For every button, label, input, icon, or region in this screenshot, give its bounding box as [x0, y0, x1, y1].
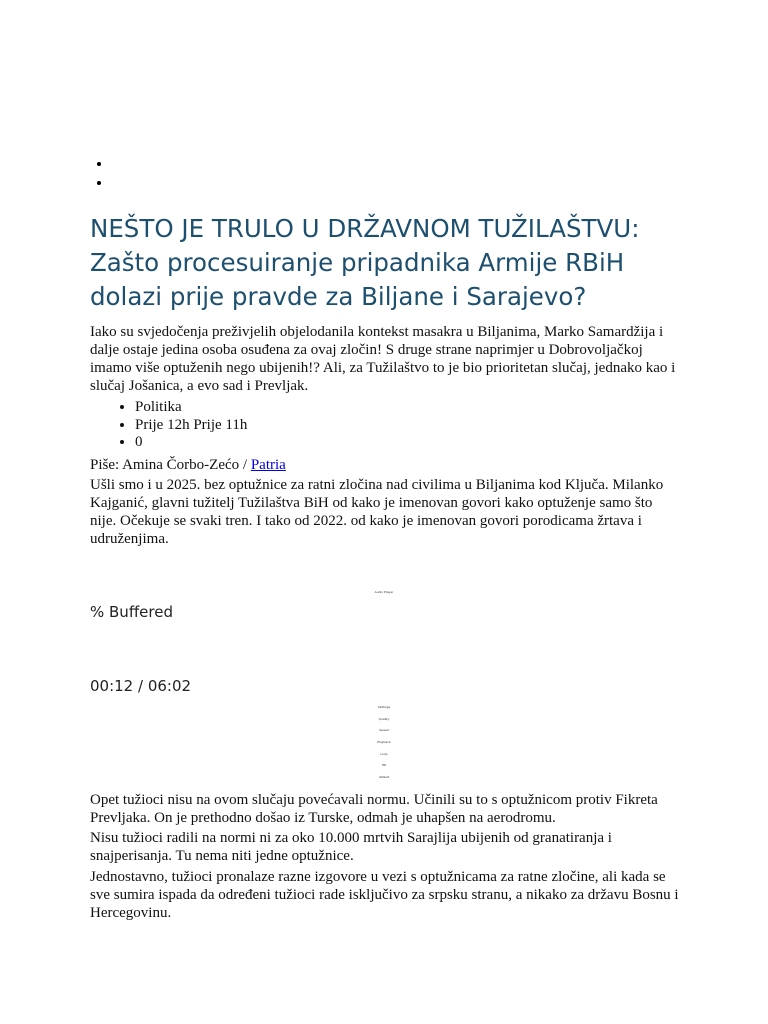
settings-menu-item[interactable]: default	[378, 775, 390, 780]
byline-author: Piše: Amina Čorbo-Zećo /	[90, 457, 251, 473]
settings-menu-item[interactable]: Settings	[377, 705, 391, 709]
meta-time: • Prije 12h Prije 11h	[135, 417, 247, 435]
settings-menu-item[interactable]: HD	[381, 763, 387, 768]
video-time: 00:12 / 06:02	[90, 677, 192, 695]
article-paragraph: Opet tužioci nisu na ovom slučaju povećavali normu. Učinili su to s optužnicom protiv Fikreta Prevljaka. On je prethodno došao iz Turske, odmah je uhapšen na aerodromu.	[90, 792, 658, 826]
video-player-label: Audio Player	[374, 590, 394, 594]
article-byline	[90, 456, 286, 474]
article-paragraph: Ušli smo i u 2025. bez optužnice za ratni zločina nad civilima u Biljanima kod Ključa. Milanko Kajganić, glavni tužitelj Tužilaštva BiH od kako je imenovan govori kako optuženje samo što nije. Očekuje se svaki tren. I tako od 2022. od kako je imenovan govori porodicama žrtava i udruženjima.	[90, 477, 664, 547]
settings-menu-item[interactable]: Quality	[378, 716, 390, 721]
meta-category[interactable]: • Politika	[135, 399, 247, 417]
article-paragraph: Nisu tužioci radili na normi ni za oko 10.000 mrtvih Sarajlija ubijenih od granatiranja i snajperisanja. Tu nema niti jedne optužnice.	[90, 830, 612, 864]
article-lead: Iako su svjedočenja preživjelih objelodanila kontekst masakra u Biljanima, Marko Samardžija i dalje ostaje jedina osoba osuđena za ovaj zločin! S druge strane naprimjer u Dobrovoljačkoj imamo više optuženih nego ubijenih!? Ali, za Tužilaštvo to je bio prioritetan slučaj, jednako kao i slučaj Jošanica, a evo sad i Prevljak.	[90, 324, 676, 394]
source-link[interactable]: Patria	[250, 457, 286, 473]
meta-comments[interactable]: • 0	[135, 434, 247, 452]
settings-menu-item[interactable]: Playback	[377, 740, 391, 745]
settings-menu-item[interactable]: Loop	[380, 751, 388, 756]
video-buffered-text: % Buffered	[90, 603, 173, 621]
video-settings-menu	[370, 705, 398, 787]
settings-menu-item[interactable]: Speed	[379, 728, 389, 733]
article-meta-list	[90, 399, 247, 452]
top-bullet-list	[90, 155, 112, 193]
article-headline: NEŠTO JE TRULO U DRŽAVNOM TUŽILAŠTVU: Zašto procesuiranje pripadnika Armije RBiH dolazi prije pravde za Biljane i Sarajevo?	[90, 214, 640, 311]
article-paragraph: Jednostavno, tužioci pronalaze razne izgovore u vezi s optužnicama za ratne zločine, ali kada se sve sumira ispada da određeni tužioci rade isključivo za srpsku stranu, a nikako za državu Bosnu i Hercegovinu.	[90, 869, 679, 921]
